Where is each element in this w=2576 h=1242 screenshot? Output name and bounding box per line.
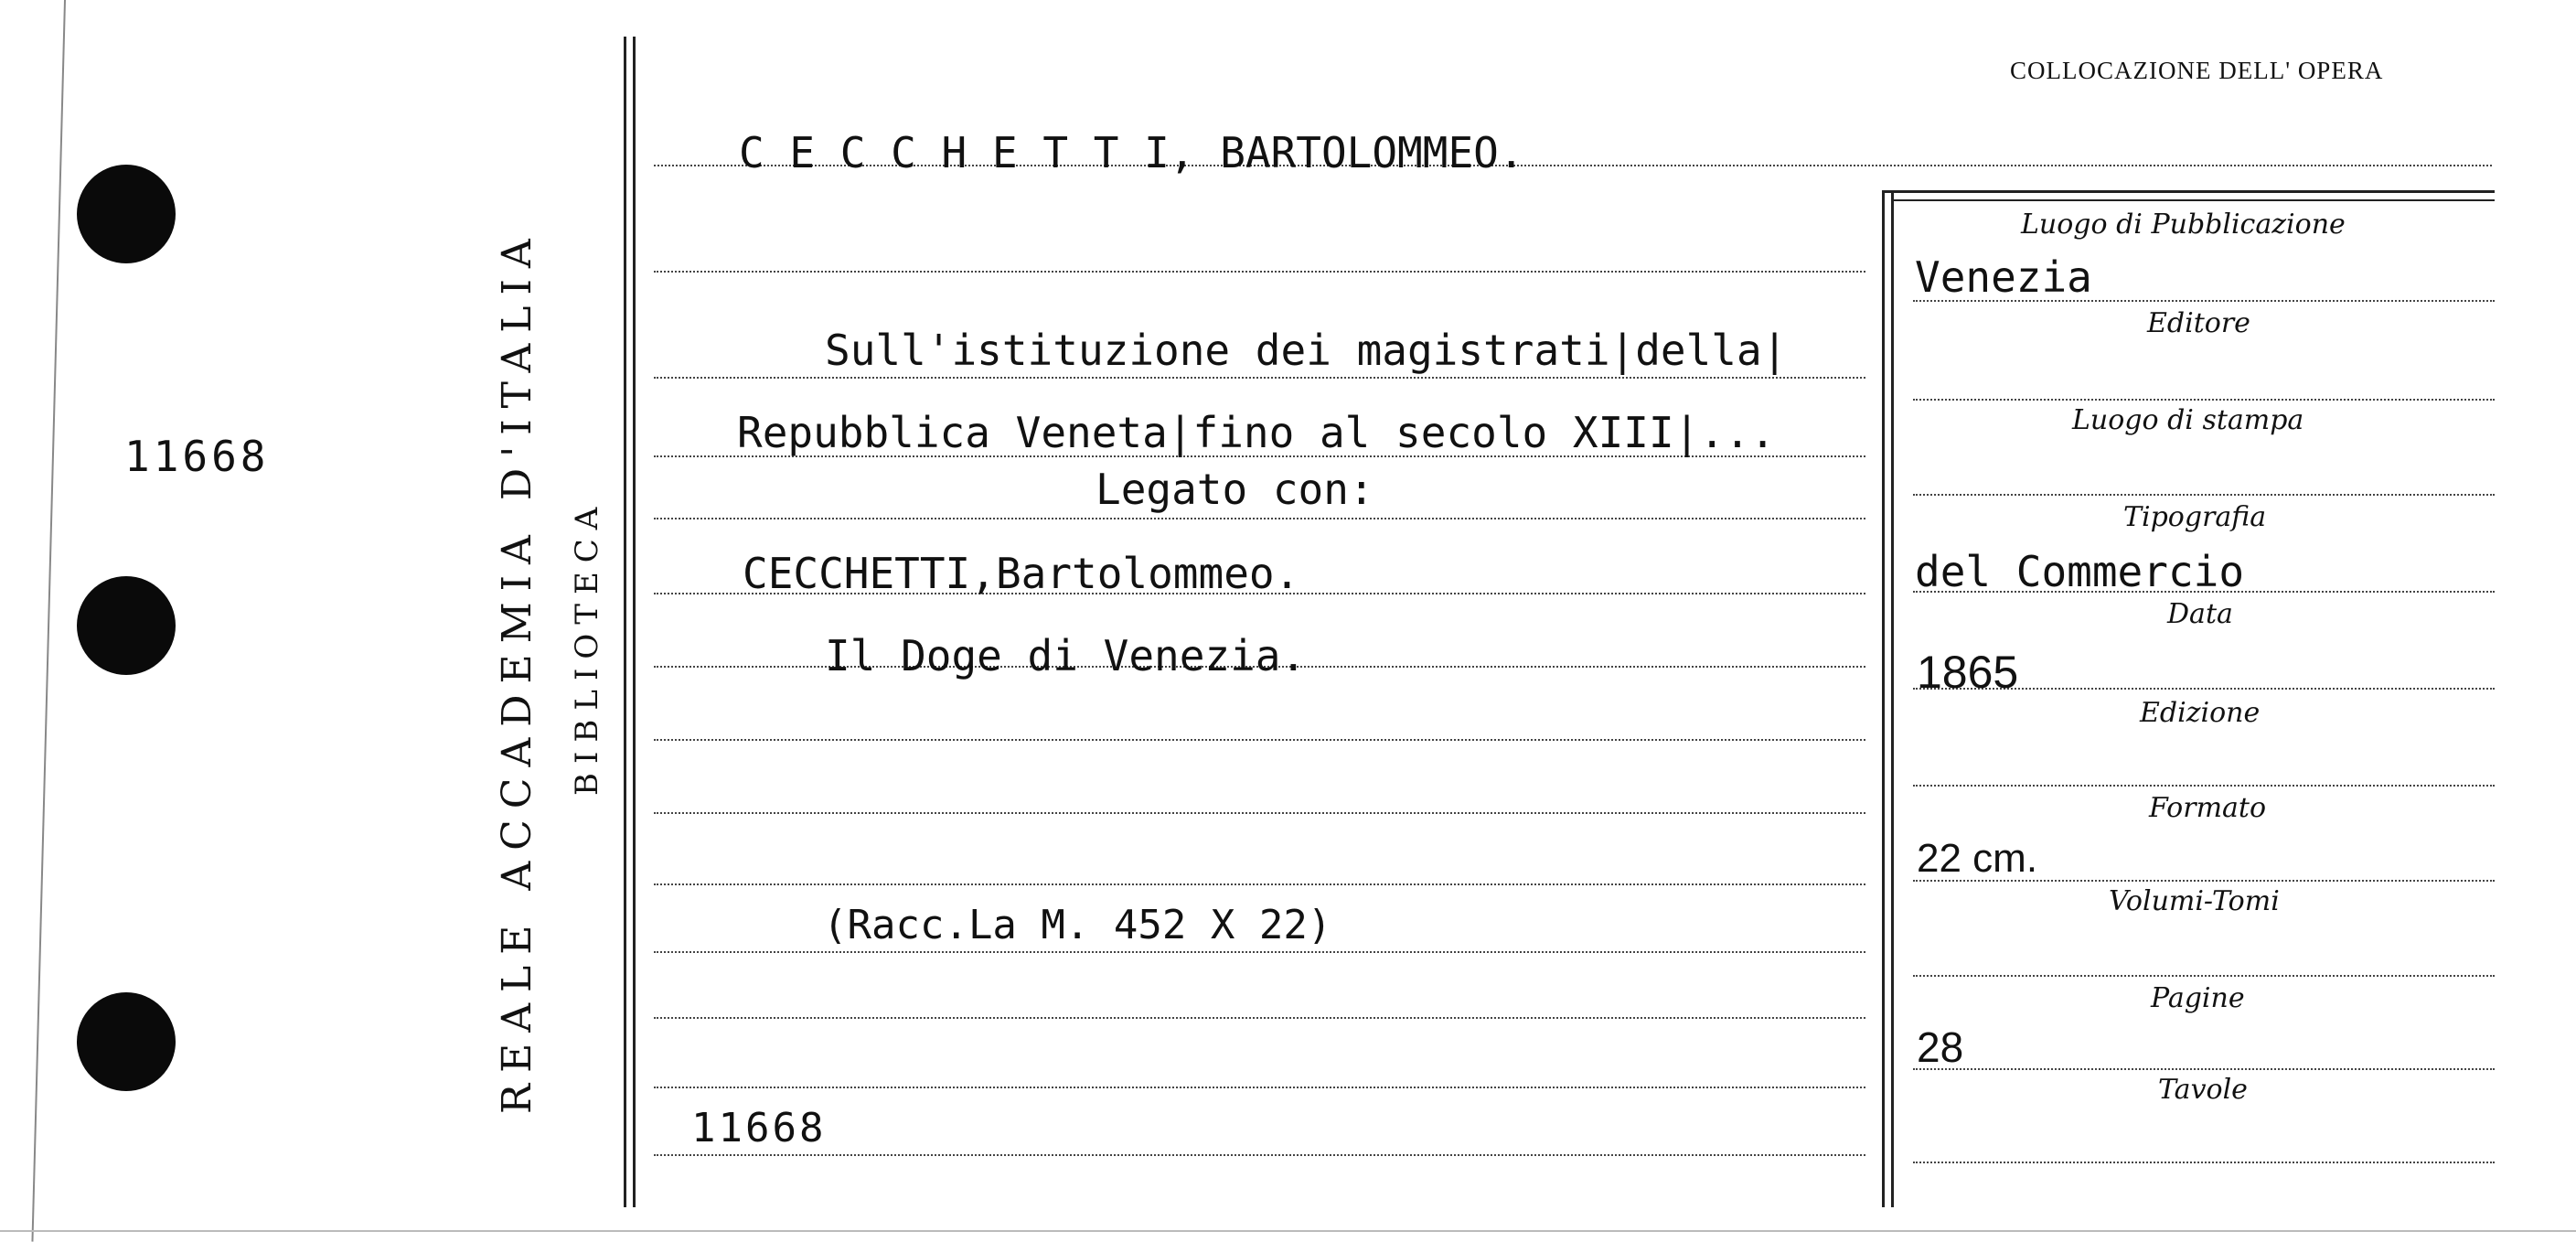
rule-line xyxy=(654,377,1865,379)
field-rule xyxy=(1913,399,2495,401)
rule-line xyxy=(654,812,1865,814)
field-rule xyxy=(1913,785,2495,787)
rule-line xyxy=(654,883,1865,885)
side-number: 11668 xyxy=(124,432,270,481)
value-tipografia: del Commercio xyxy=(1915,547,2245,596)
field-rule xyxy=(1913,1068,2495,1070)
second-title: Il Doge di Venezia. xyxy=(825,631,1307,680)
label-volumi-tomi: Volumi-Tomi xyxy=(2109,885,2280,917)
label-pagine: Pagine xyxy=(2151,982,2245,1014)
field-rule xyxy=(1913,1162,2495,1163)
label-editore: Editore xyxy=(2147,307,2250,339)
fields-top-rule-b xyxy=(1891,199,2495,201)
rule-line xyxy=(654,1087,1865,1088)
label-luogo-pubblicazione: Luogo di Pubblicazione xyxy=(2021,209,2346,241)
left-double-rule-b xyxy=(633,37,636,1207)
author-heading: C E C C H E T T I, BARTOLOMMEO. xyxy=(739,128,1524,177)
card-edge-line xyxy=(31,0,66,1242)
rule-line xyxy=(654,951,1865,953)
bound-with-label: Legato con: xyxy=(1096,465,1374,514)
label-data: Data xyxy=(2167,598,2233,630)
right-double-rule-b xyxy=(1891,192,1894,1207)
label-tavole: Tavole xyxy=(2158,1074,2248,1106)
value-formato: 22 cm. xyxy=(1917,836,2038,881)
label-luogo-stampa: Luogo di stampa xyxy=(2072,404,2304,436)
title-line-2: Repubblica Veneta|fino al secolo XIII|... xyxy=(737,408,1776,457)
left-double-rule-a xyxy=(624,37,626,1207)
inventory-number: 11668 xyxy=(691,1105,827,1151)
label-edizione: Edizione xyxy=(2140,697,2261,729)
right-double-rule-a xyxy=(1882,192,1885,1207)
label-tipografia: Tipografia xyxy=(2123,501,2267,533)
card-bottom-edge xyxy=(0,1230,2576,1232)
institution-name: REALE ACCADEMIA D'ITALIA xyxy=(494,228,540,1114)
collocation-header: COLLOCAZIONE DELL' OPERA xyxy=(2010,57,2384,84)
punch-hole-top xyxy=(77,165,176,263)
field-rule xyxy=(1913,975,2495,977)
second-author: CECCHETTI,Bartolommeo. xyxy=(743,549,1300,598)
fields-top-rule-a xyxy=(1882,190,2495,193)
rule-line xyxy=(654,739,1865,741)
collection-reference: (Racc.La M. 452 X 22) xyxy=(823,902,1332,948)
library-label: BIBLIOTECA xyxy=(569,498,605,796)
title-line-1: Sull'istituzione dei magistrati|della| xyxy=(825,326,1788,375)
rule-line xyxy=(654,271,1865,273)
label-formato: Formato xyxy=(2149,792,2267,824)
rule-line xyxy=(654,518,1865,519)
field-rule xyxy=(1913,494,2495,496)
punch-hole-middle xyxy=(77,576,176,675)
value-luogo-pubblicazione: Venezia xyxy=(1915,252,2092,302)
rule-line xyxy=(654,1154,1865,1156)
punch-hole-bottom xyxy=(77,992,176,1091)
value-data: 1865 xyxy=(1917,647,2019,698)
value-pagine: 28 xyxy=(1917,1023,1964,1071)
rule-line xyxy=(654,1017,1865,1019)
